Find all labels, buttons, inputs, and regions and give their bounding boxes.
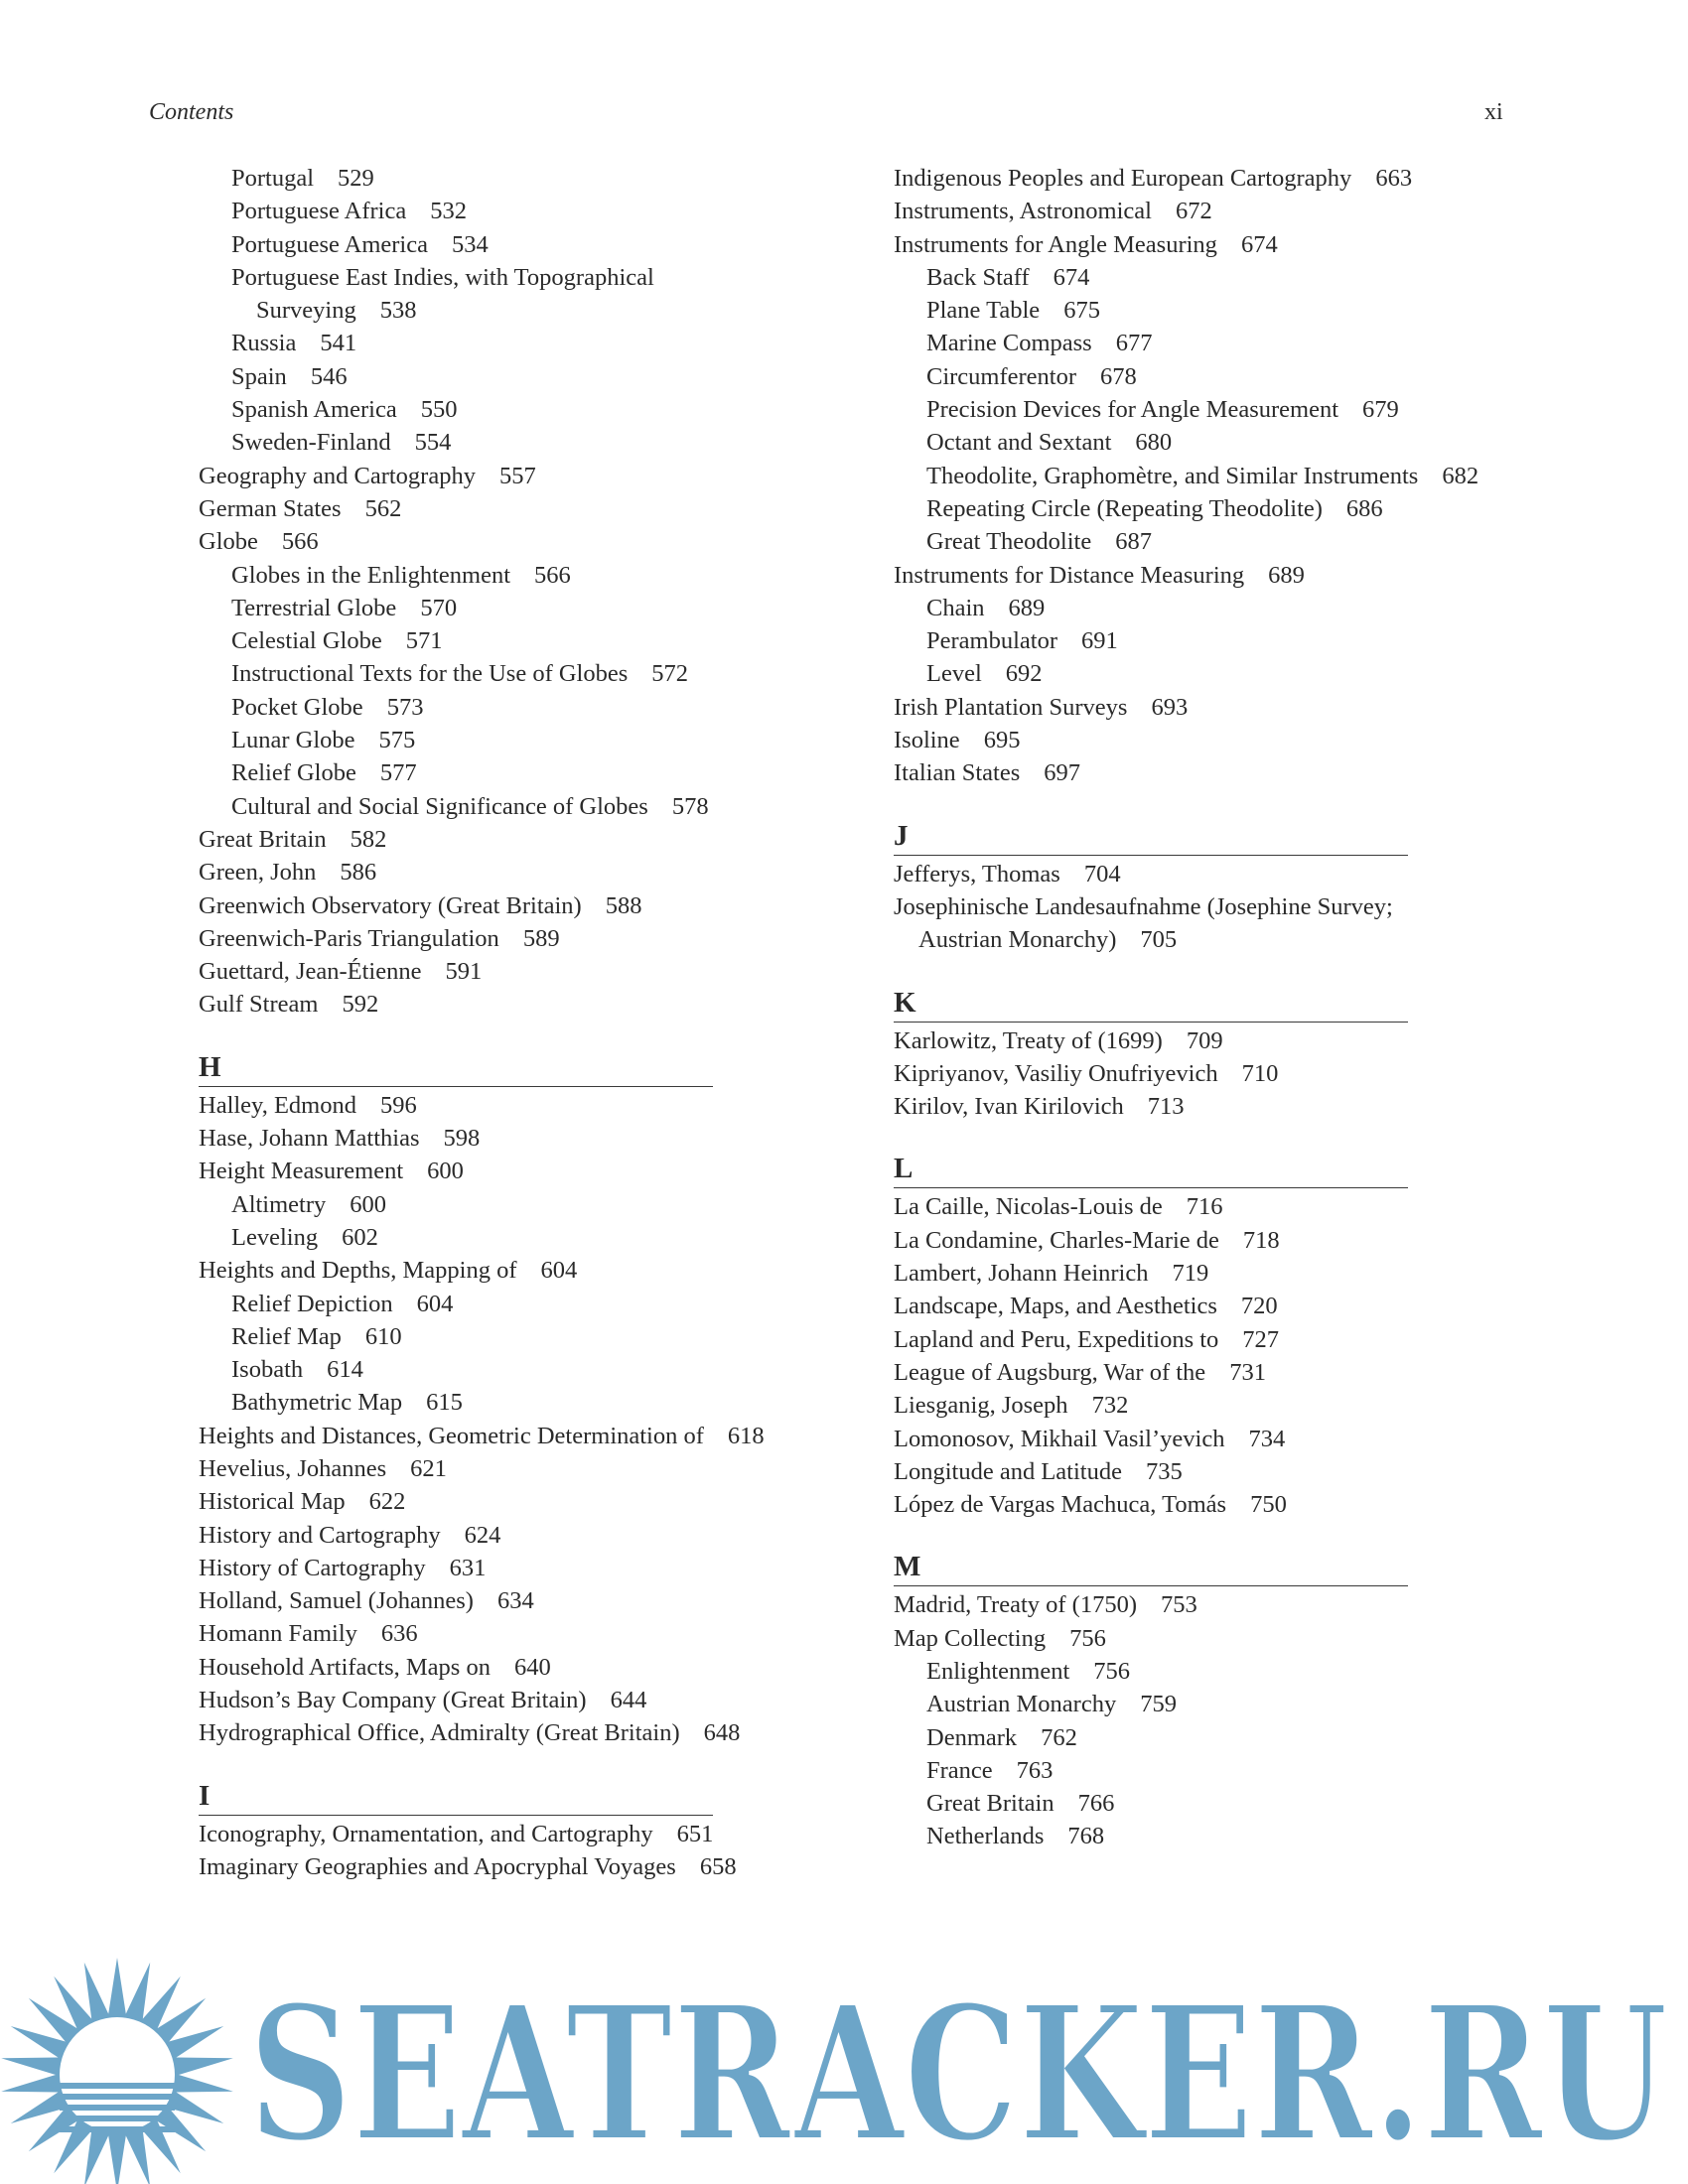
entry-page-number: 631 xyxy=(449,1554,487,1581)
toc-entry[interactable] xyxy=(199,988,834,1021)
entry-title: Isoline xyxy=(894,727,960,754)
entry-title: Chain xyxy=(926,594,985,621)
entry-title: Green, John xyxy=(199,859,317,887)
toc-subentry[interactable] xyxy=(894,393,1529,426)
entry-page-number: 704 xyxy=(1083,860,1121,887)
entry-title: Instructional Texts for the Use of Globes xyxy=(231,660,629,688)
toc-entry[interactable] xyxy=(199,1818,834,1850)
entry-title: Precision Devices for Angle Measurement xyxy=(926,396,1339,424)
toc-entry[interactable] xyxy=(894,1224,1529,1257)
entry-page-number: 572 xyxy=(651,660,689,688)
running-head: Contents xyxy=(149,99,234,125)
entry-title: Great Britain xyxy=(926,1790,1055,1818)
entry-page-number: 577 xyxy=(379,759,417,787)
entry-title: Great Theodolite xyxy=(926,528,1092,556)
entry-title: Household Artifacts, Maps on xyxy=(199,1653,491,1681)
toc-entry[interactable] xyxy=(894,1356,1529,1389)
toc-entry[interactable] xyxy=(894,858,1529,890)
entry-title: Lomonosov, Mikhail Vasil’yevich xyxy=(894,1425,1225,1452)
entry-page-number: 534 xyxy=(452,230,489,258)
entry-title: Altimetry xyxy=(231,1190,327,1218)
entry-page-number: 554 xyxy=(414,429,452,457)
toc-subentry[interactable] xyxy=(199,261,812,328)
entry-title: Liesganig, Joseph xyxy=(894,1392,1068,1420)
entry-page-number: 570 xyxy=(420,594,458,621)
entry-title: Geography and Cartography xyxy=(199,462,476,489)
toc-subentry[interactable] xyxy=(894,460,1507,492)
entry-title: History of Cartography xyxy=(199,1554,426,1581)
toc-subentry[interactable] xyxy=(199,1188,834,1221)
sun-band xyxy=(60,2126,175,2132)
toc-entry[interactable] xyxy=(199,1617,834,1650)
entry-title: Gulf Stream xyxy=(199,991,319,1019)
entry-page-number: 636 xyxy=(380,1620,418,1648)
entry-page-number: 689 xyxy=(1008,594,1046,621)
toc-entry[interactable] xyxy=(199,1485,834,1518)
entry-page-number: 600 xyxy=(427,1158,464,1185)
entry-page-number: 692 xyxy=(1005,660,1043,688)
section-letter-heading: I xyxy=(199,1774,713,1816)
entry-title: Terrestrial Globe xyxy=(231,594,397,621)
entry-page-number: 634 xyxy=(496,1587,534,1615)
toc-entry[interactable] xyxy=(199,492,834,525)
toc-subentry[interactable] xyxy=(894,1721,1529,1754)
toc-subentry[interactable] xyxy=(199,1288,834,1320)
entry-title: Kirilov, Ivan Kirilovich xyxy=(894,1093,1124,1121)
entry-page-number: 759 xyxy=(1140,1691,1177,1718)
entry-title: Great Britain xyxy=(199,825,327,853)
toc-subentry[interactable] xyxy=(894,327,1529,359)
toc-entry[interactable] xyxy=(199,1452,834,1485)
entry-page-number: 658 xyxy=(699,1852,737,1880)
sun-disc xyxy=(60,2017,175,2132)
toc-subentry[interactable] xyxy=(199,756,834,789)
entry-page-number: 610 xyxy=(364,1322,402,1350)
section-letter-heading: J xyxy=(894,814,1408,856)
entry-title: Hase, Johann Matthias xyxy=(199,1125,420,1153)
entry-title: Halley, Edmond xyxy=(199,1091,356,1119)
toc-entry[interactable] xyxy=(199,955,834,988)
entry-page-number: 586 xyxy=(340,859,377,887)
toc-subentry[interactable] xyxy=(894,1688,1529,1720)
entry-page-number: 618 xyxy=(727,1422,765,1449)
contents-column-left xyxy=(199,162,834,1883)
entry-title: Hevelius, Johannes xyxy=(199,1454,387,1482)
entry-page-number: 600 xyxy=(350,1190,387,1218)
toc-subentry[interactable] xyxy=(199,790,834,823)
entry-page-number: 763 xyxy=(1016,1756,1054,1784)
toc-entry[interactable] xyxy=(894,1389,1529,1422)
section-letter-heading: M xyxy=(894,1545,1408,1586)
toc-subentry[interactable] xyxy=(199,657,834,690)
entry-title: Hudson’s Bay Company (Great Britain) xyxy=(199,1687,587,1714)
entry-page-number: 621 xyxy=(410,1454,447,1482)
entry-title: Irish Plantation Surveys xyxy=(894,693,1128,721)
entry-title: Portugal xyxy=(231,165,315,192)
toc-subentry[interactable] xyxy=(894,426,1529,459)
entry-page-number: 640 xyxy=(513,1653,551,1681)
entry-page-number: 674 xyxy=(1240,230,1278,258)
toc-subentry[interactable] xyxy=(894,261,1529,294)
entry-title: Globes in the Enlightenment xyxy=(231,561,511,589)
toc-entry[interactable] xyxy=(894,1323,1529,1356)
entry-page-number: 735 xyxy=(1145,1457,1183,1485)
sun-band xyxy=(60,2083,175,2089)
page-number: xi xyxy=(1484,99,1503,125)
entry-title: Portuguese East Indies, with Topographical Surveying xyxy=(231,263,654,325)
entry-page-number: 615 xyxy=(426,1389,463,1417)
entry-page-number: 718 xyxy=(1242,1226,1280,1254)
entry-page-number: 529 xyxy=(338,165,374,192)
entry-title: Pocket Globe xyxy=(231,693,363,721)
toc-entry[interactable] xyxy=(199,525,834,558)
entry-page-number: 680 xyxy=(1135,429,1173,457)
entry-page-number: 756 xyxy=(1093,1657,1130,1685)
entry-title: Plane Table xyxy=(926,297,1041,325)
toc-entry[interactable] xyxy=(199,856,834,888)
entry-page-number: 573 xyxy=(386,693,424,721)
sun-band xyxy=(60,2105,175,2111)
entry-title: Cultural and Social Significance of Globes xyxy=(231,792,648,820)
entry-page-number: 663 xyxy=(1375,165,1413,192)
entry-title: Heights and Depths, Mapping of xyxy=(199,1257,517,1285)
entry-page-number: 589 xyxy=(522,924,560,952)
entry-page-number: 604 xyxy=(540,1257,578,1285)
entry-title: Isobath xyxy=(231,1356,304,1384)
toc-subentry[interactable] xyxy=(199,393,834,426)
toc-entry[interactable] xyxy=(894,691,1529,724)
entry-page-number: 682 xyxy=(1442,462,1479,489)
entry-title: Holland, Samuel (Johannes) xyxy=(199,1587,474,1615)
entry-page-number: 622 xyxy=(368,1488,406,1516)
toc-entry[interactable] xyxy=(894,1423,1529,1455)
toc-entry[interactable] xyxy=(199,1420,779,1452)
entry-title: Theodolite, Graphomètre, and Similar Instruments xyxy=(926,462,1419,489)
entry-title: Leveling xyxy=(231,1223,319,1251)
entry-title: Denmark xyxy=(926,1723,1018,1751)
entry-page-number: 689 xyxy=(1268,561,1305,589)
entry-title: Karlowitz, Treaty of (1699) xyxy=(894,1026,1163,1054)
entry-title: Italian States xyxy=(894,759,1021,787)
entry-page-number: 756 xyxy=(1069,1624,1106,1652)
toc-entry[interactable] xyxy=(894,1290,1529,1322)
sun-band xyxy=(60,2116,175,2121)
entry-page-number: 614 xyxy=(327,1356,363,1384)
toc-subentry[interactable] xyxy=(199,162,834,195)
entry-page-number: 716 xyxy=(1186,1193,1223,1221)
entry-title: Greenwich-Paris Triangulation xyxy=(199,924,499,952)
entry-title: Lunar Globe xyxy=(231,727,355,754)
entry-page-number: 532 xyxy=(430,198,467,225)
sun-icon xyxy=(1,1958,233,2184)
entry-title: Globe xyxy=(199,528,258,556)
toc-entry[interactable] xyxy=(199,1254,834,1287)
entry-title: Homann Family xyxy=(199,1620,357,1648)
entry-title: Portuguese America xyxy=(231,230,428,258)
entry-page-number: 750 xyxy=(1250,1491,1287,1519)
toc-entry[interactable] xyxy=(894,1455,1529,1488)
entry-page-number: 591 xyxy=(445,958,483,986)
entry-title: Instruments for Angle Measuring xyxy=(894,230,1217,258)
toc-entry[interactable] xyxy=(199,1552,834,1584)
entry-page-number: 719 xyxy=(1172,1260,1209,1288)
toc-entry[interactable] xyxy=(894,1057,1529,1090)
entry-title: Austrian Monarchy xyxy=(926,1691,1117,1718)
entry-page-number: 541 xyxy=(320,330,357,357)
entry-page-number: 768 xyxy=(1067,1823,1105,1850)
entry-page-number: 550 xyxy=(420,396,458,424)
toc-subentry[interactable] xyxy=(199,1386,834,1419)
entry-title: Greenwich Observatory (Great Britain) xyxy=(199,891,582,919)
entry-page-number: 566 xyxy=(534,561,571,589)
section-letter-heading: L xyxy=(894,1147,1408,1188)
toc-subentry[interactable] xyxy=(199,559,834,592)
toc-subentry[interactable] xyxy=(894,1820,1529,1852)
entry-page-number: 720 xyxy=(1240,1293,1278,1320)
entry-title: Enlightenment xyxy=(926,1657,1070,1685)
entry-title: Relief Globe xyxy=(231,759,356,787)
entry-page-number: 651 xyxy=(676,1820,714,1847)
entry-page-number: 624 xyxy=(464,1521,501,1549)
entry-title: Perambulator xyxy=(926,627,1057,655)
entry-page-number: 598 xyxy=(443,1125,481,1153)
toc-subentry[interactable] xyxy=(199,426,834,459)
toc-subentry[interactable] xyxy=(894,624,1529,657)
entry-page-number: 592 xyxy=(342,991,379,1019)
entry-page-number: 731 xyxy=(1229,1358,1266,1386)
entry-title: Russia xyxy=(231,330,297,357)
entry-title: La Condamine, Charles-Marie de xyxy=(894,1226,1219,1254)
entry-title: Lapland and Peru, Expeditions to xyxy=(894,1325,1219,1353)
entry-title: Spanish America xyxy=(231,396,397,424)
entry-page-number: 677 xyxy=(1115,330,1153,357)
entry-page-number: 734 xyxy=(1248,1425,1286,1452)
entry-title: Historical Map xyxy=(199,1488,346,1516)
contents-column-right xyxy=(894,162,1529,1853)
toc-subentry[interactable] xyxy=(199,228,834,261)
entry-page-number: 538 xyxy=(379,297,417,325)
entry-page-number: 753 xyxy=(1160,1591,1197,1619)
entry-title: Instruments for Distance Measuring xyxy=(894,561,1245,589)
entry-title: History and Cartography xyxy=(199,1521,441,1549)
toc-entry[interactable] xyxy=(894,756,1529,789)
toc-entry[interactable] xyxy=(894,1190,1529,1223)
toc-subentry[interactable] xyxy=(199,327,834,359)
toc-subentry[interactable] xyxy=(199,624,834,657)
toc-entry[interactable] xyxy=(894,228,1529,261)
section-letter-heading: H xyxy=(199,1045,713,1087)
toc-subentry[interactable] xyxy=(894,1754,1529,1787)
entry-page-number: 727 xyxy=(1242,1325,1280,1353)
toc-entry[interactable] xyxy=(199,1122,834,1155)
entry-page-number: 687 xyxy=(1115,528,1152,556)
entry-title: Madrid, Treaty of (1750) xyxy=(894,1591,1137,1619)
entry-title: Repeating Circle (Repeating Theodolite) xyxy=(926,494,1323,522)
entry-page-number: 582 xyxy=(350,825,387,853)
entry-page-number: 679 xyxy=(1362,396,1399,424)
entry-page-number: 686 xyxy=(1345,494,1383,522)
entry-page-number: 575 xyxy=(378,727,416,754)
toc-subentry[interactable] xyxy=(199,360,834,393)
entry-title: Back Staff xyxy=(926,263,1030,291)
toc-subentry[interactable] xyxy=(199,1353,834,1386)
entry-page-number: 578 xyxy=(671,792,709,820)
entry-page-number: 710 xyxy=(1241,1059,1279,1087)
entry-title: Celestial Globe xyxy=(231,627,382,655)
entry-title: Guettard, Jean-Étienne xyxy=(199,958,422,986)
entry-title: Imaginary Geographies and Apocryphal Voyages xyxy=(199,1852,676,1880)
entry-title: Heights and Distances, Geometric Determination of xyxy=(199,1422,704,1449)
toc-subentry[interactable] xyxy=(894,525,1529,558)
entry-title: Lambert, Johann Heinrich xyxy=(894,1260,1149,1288)
toc-entry[interactable] xyxy=(199,1684,834,1716)
toc-entry[interactable] xyxy=(199,1089,834,1122)
toc-entry[interactable] xyxy=(199,1519,834,1552)
entry-page-number: 732 xyxy=(1091,1392,1129,1420)
entry-title: Sweden-Finland xyxy=(231,429,391,457)
entry-title: López de Vargas Machuca, Tomás xyxy=(894,1491,1227,1519)
entry-title: German States xyxy=(199,494,342,522)
entry-title: Height Measurement xyxy=(199,1158,404,1185)
entry-title: Indigenous Peoples and European Cartography xyxy=(894,165,1352,192)
entry-page-number: 675 xyxy=(1063,297,1100,325)
entry-title: Netherlands xyxy=(926,1823,1045,1850)
entry-title: France xyxy=(926,1756,993,1784)
toc-entry[interactable] xyxy=(199,460,834,492)
toc-subentry[interactable] xyxy=(894,657,1529,690)
entry-title: La Caille, Nicolas-Louis de xyxy=(894,1193,1163,1221)
toc-subentry[interactable] xyxy=(199,691,834,724)
entry-page-number: 766 xyxy=(1077,1790,1115,1818)
entry-page-number: 674 xyxy=(1053,263,1090,291)
toc-subentry[interactable] xyxy=(199,724,834,756)
toc-entry[interactable] xyxy=(894,1622,1529,1655)
toc-entry[interactable] xyxy=(894,1488,1529,1521)
toc-entry[interactable] xyxy=(894,1257,1529,1290)
entry-title: League of Augsburg, War of the xyxy=(894,1358,1206,1386)
entry-page-number: 705 xyxy=(1140,926,1178,954)
toc-subentry[interactable] xyxy=(894,492,1529,525)
watermark-text: SEATRACKER.RU xyxy=(248,1965,1668,2184)
toc-entry[interactable] xyxy=(894,559,1529,592)
entry-page-number: 693 xyxy=(1151,693,1189,721)
entry-title: Instruments, Astronomical xyxy=(894,198,1152,225)
entry-page-number: 602 xyxy=(342,1223,378,1251)
entry-page-number: 557 xyxy=(498,462,536,489)
entry-page-number: 571 xyxy=(405,627,443,655)
entry-title: Level xyxy=(926,660,982,688)
entry-page-number: 588 xyxy=(605,891,642,919)
entry-page-number: 713 xyxy=(1147,1093,1185,1121)
entry-title: Marine Compass xyxy=(926,330,1092,357)
entry-title: Hydrographical Office, Admiralty (Great Britain) xyxy=(199,1719,680,1747)
entry-page-number: 695 xyxy=(983,727,1021,754)
watermark xyxy=(0,1926,1688,2184)
entry-page-number: 697 xyxy=(1044,759,1080,787)
entry-title: Map Collecting xyxy=(894,1624,1047,1652)
entry-title: Spain xyxy=(231,362,287,390)
entry-title: Relief Map xyxy=(231,1322,342,1350)
toc-subentry[interactable] xyxy=(894,1655,1529,1688)
toc-subentry[interactable] xyxy=(894,360,1529,393)
entry-title: Circumferentor xyxy=(926,362,1077,390)
entry-page-number: 566 xyxy=(281,528,319,556)
entry-page-number: 762 xyxy=(1041,1723,1077,1751)
toc-entry[interactable] xyxy=(199,1584,834,1617)
toc-entry[interactable] xyxy=(894,1588,1529,1621)
toc-entry[interactable] xyxy=(199,1155,834,1187)
toc-entry[interactable] xyxy=(894,1090,1529,1123)
toc-entry[interactable] xyxy=(894,890,1475,957)
entry-title: Jefferys, Thomas xyxy=(894,860,1060,887)
toc-subentry[interactable] xyxy=(199,1320,834,1353)
toc-subentry[interactable] xyxy=(894,592,1529,624)
toc-entry[interactable] xyxy=(199,823,834,856)
entry-title: Bathymetric Map xyxy=(231,1389,403,1417)
toc-entry[interactable] xyxy=(199,1716,834,1749)
toc-subentry[interactable] xyxy=(199,195,834,227)
toc-entry[interactable] xyxy=(199,922,834,955)
entry-page-number: 604 xyxy=(416,1290,454,1317)
entry-page-number: 546 xyxy=(310,362,348,390)
entry-title: Longitude and Latitude xyxy=(894,1457,1122,1485)
section-letter-heading: K xyxy=(894,981,1408,1023)
toc-subentry[interactable] xyxy=(199,592,834,624)
entry-title: Iconography, Ornamentation, and Cartography xyxy=(199,1820,653,1847)
entry-title: Landscape, Maps, and Aesthetics xyxy=(894,1293,1217,1320)
toc-entry[interactable] xyxy=(199,1651,834,1684)
toc-subentry[interactable] xyxy=(199,1221,834,1254)
toc-entry[interactable] xyxy=(199,889,834,922)
entry-page-number: 691 xyxy=(1081,627,1118,655)
toc-subentry[interactable] xyxy=(894,1787,1529,1820)
entry-page-number: 672 xyxy=(1175,198,1212,225)
sun-band xyxy=(60,2094,175,2100)
entry-page-number: 709 xyxy=(1186,1026,1223,1054)
toc-entry[interactable] xyxy=(894,724,1529,756)
entry-title: Kipriyanov, Vasiliy Onufriyevich xyxy=(894,1059,1218,1087)
entry-page-number: 648 xyxy=(703,1719,741,1747)
toc-subentry[interactable] xyxy=(894,294,1529,327)
entry-page-number: 644 xyxy=(610,1687,647,1714)
entry-title: Octant and Sextant xyxy=(926,429,1112,457)
entry-page-number: 596 xyxy=(380,1091,417,1119)
entry-title: Relief Depiction xyxy=(231,1290,393,1317)
toc-entry[interactable] xyxy=(894,195,1529,227)
toc-entry[interactable] xyxy=(199,1850,834,1883)
toc-entry[interactable] xyxy=(894,162,1529,195)
entry-title: Portuguese Africa xyxy=(231,198,407,225)
entry-page-number: 562 xyxy=(364,494,402,522)
entry-page-number: 678 xyxy=(1100,362,1137,390)
toc-entry[interactable] xyxy=(894,1024,1529,1057)
entry-title: Josephinische Landesaufnahme (Josephine Survey; Austrian Monarchy) xyxy=(894,892,1393,954)
